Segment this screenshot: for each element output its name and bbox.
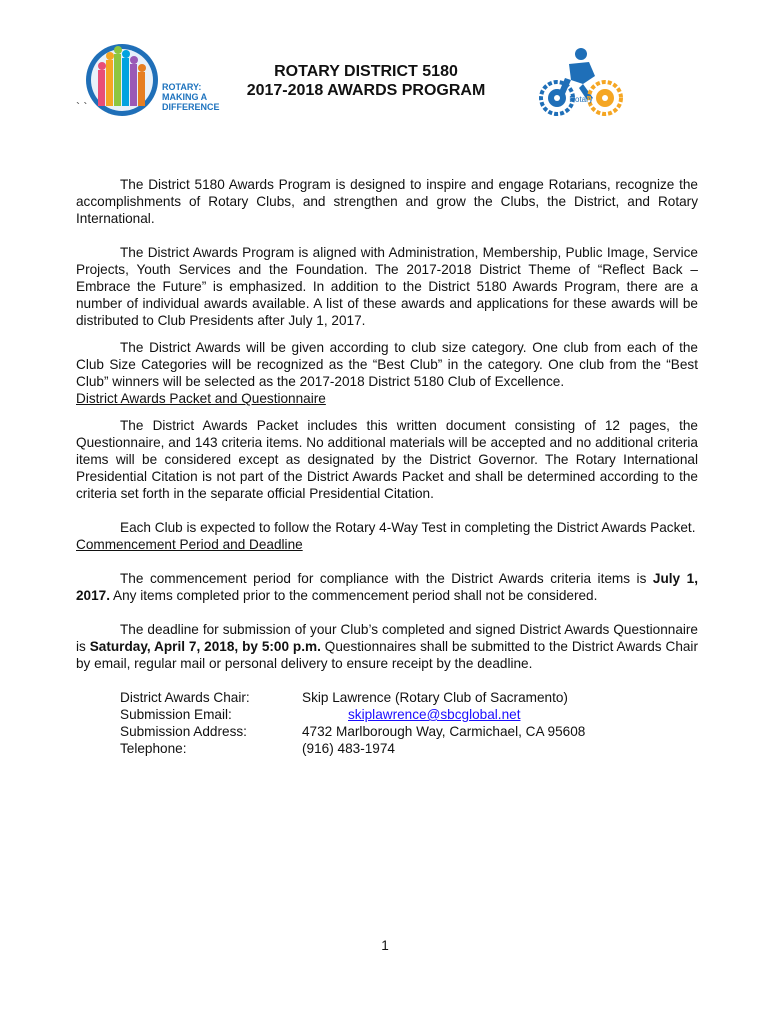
heading-commencement-deadline: Commencement Period and Deadline	[76, 537, 303, 552]
phone-label: Telephone:	[120, 741, 187, 756]
commencement-text-start: The commencement period for compliance with the District Awards criteria items is	[120, 571, 653, 586]
page-number: 1	[381, 938, 389, 953]
deadline-text-end: Questionnaires shall be submitted to the District Awards Chair by email, regular mail or personal delivery to ensure receipt by the deadline.	[76, 639, 698, 671]
contact-row-email	[120, 706, 680, 723]
paragraph-alignment: The District Awards Program is aligned with Administration, Membership, Public Image, Service Projects, Youth Services and the Foundation. The 2017-2018 District Theme of “Reflect Back – Embrace the Future” is emphasized. In addition to the District 5180 Awards Program, there are a number of individual awards available. A list of these awards and applications for these awards will be distributed to Club Presidents after July 1, 2017.	[76, 245, 698, 328]
deadline-date: Saturday, April 7, 2018, by 5:00 p.m.	[89, 639, 321, 654]
rotary-wordmark: Rotary	[569, 95, 593, 104]
email-link[interactable]: skiplawrence@sbcglobal.net	[348, 707, 521, 722]
contact-row-phone	[120, 740, 680, 757]
heading-awards-packet: District Awards Packet and Questionnaire	[76, 391, 326, 406]
deadline-text-start: The deadline for submission of your Club’s completed and signed District Awards Questionnaire is	[76, 622, 698, 654]
paragraph-deadline	[76, 621, 698, 672]
contact-block	[120, 689, 680, 757]
rotary-cyclist-logo	[535, 44, 627, 122]
email-label: Submission Email:	[120, 707, 232, 722]
rotary-making-a-difference-logo	[84, 40, 224, 120]
paragraph-size-category: The District Awards will be given according to club size category. One club from each of the Club Size Categories will be recognized as the “Best Club” in the category. One club from the “Best Club” winners will be selected as the 2017-2018 District 5180 Club of Excellence.	[76, 340, 698, 389]
address-value: 4732 Marlborough Way, Carmichael, CA 95608	[302, 724, 586, 739]
chair-label: District Awards Chair:	[120, 690, 250, 705]
address-label: Submission Address:	[120, 724, 247, 739]
page-title	[228, 62, 504, 100]
logo-text-line2: MAKING A	[162, 92, 208, 102]
right-wheel-icon	[589, 82, 621, 114]
paragraph-intro: The District 5180 Awards Program is designed to inspire and engage Rotarians, recognize the accomplishments of Rotary Clubs, and strengthen and grow the Clubs, the District, and Rotary International.	[76, 177, 698, 226]
contact-row-chair	[120, 689, 680, 706]
title-line-1: ROTARY DISTRICT 5180	[274, 63, 458, 80]
commencement-date: July 1, 2017.	[76, 571, 698, 603]
paragraph-commencement	[76, 570, 698, 604]
left-wheel-icon	[541, 82, 573, 114]
contact-row-address	[120, 723, 680, 740]
stray-marks: ` `	[76, 100, 88, 114]
logo-text-line1: ROTARY:	[162, 82, 202, 92]
chair-value: Skip Lawrence (Rotary Club of Sacramento)	[302, 690, 568, 705]
paragraph-awards-packet: The District Awards Packet includes this written document consisting of 12 pages, the Questionnaire, and 143 criteria items. No additional materials will be accepted and no additional criteria items will be considered except as designated by the District Governor. The Rotary International Presidential Citation is not part of the District Awards Packet and shall be determined according to the criteria set forth in the separate official Presidential Citation.	[76, 418, 698, 501]
phone-value: (916) 483-1974	[302, 741, 395, 756]
paragraph-four-way-test: Each Club is expected to follow the Rotary 4-Way Test in completing the District Awards Packet.	[120, 520, 696, 535]
logo-text-line3: DIFFERENCE	[162, 102, 220, 112]
title-line-2: 2017-2018 AWARDS PROGRAM	[246, 82, 486, 99]
document-body	[76, 176, 698, 757]
commencement-text-end: Any items completed prior to the commencement period shall not be considered.	[110, 588, 598, 603]
